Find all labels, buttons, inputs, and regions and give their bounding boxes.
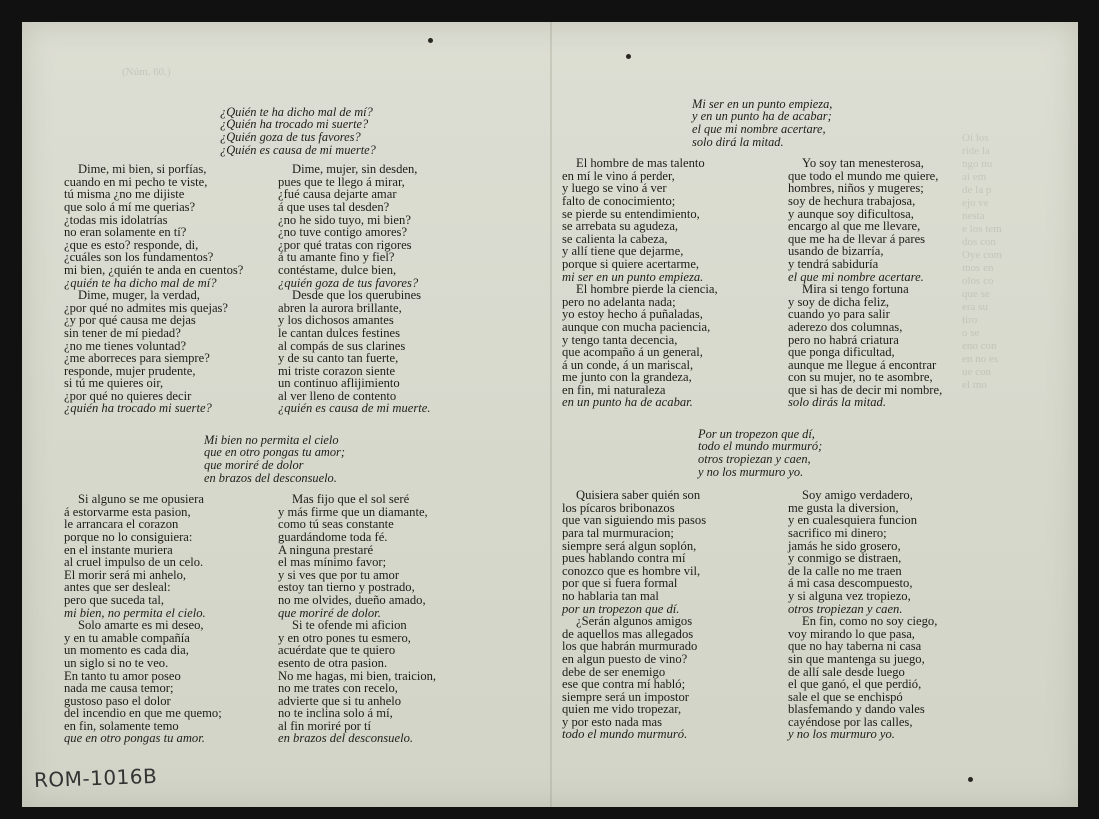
verse-line: Mas fijo que el sol seré <box>292 492 410 507</box>
verse-line: usando de bizarría, <box>788 244 884 259</box>
heading-line: ¿Quién te ha dicho mal de mí? <box>220 104 373 119</box>
verse-line: en brazos del desconsuelo. <box>278 731 414 746</box>
verse-line: á que uses tal desden? <box>278 199 390 214</box>
verse-line: A ninguna prestaré <box>278 542 374 557</box>
heading-line: todo el mundo murmuró; <box>698 439 823 454</box>
verse-line: Soy amigo verdadero, <box>802 488 913 503</box>
verse-line: un siglo si no te veo. <box>64 655 169 670</box>
verse-line: En fin, como no soy ciego, <box>802 614 938 629</box>
verse-line: y si alguna vez tropiezo, <box>788 588 911 603</box>
verse-line: y soy de dicha feliz, <box>788 294 890 309</box>
heading-line: y no los murmuro yo. <box>698 464 804 479</box>
stanza-column-4a <box>788 132 942 434</box>
verse-line: El morir será mi anhelo, <box>64 567 187 582</box>
verse-line: se pierde su entendimiento, <box>562 206 700 221</box>
verse-line: solo dirás la mitad. <box>788 395 886 410</box>
verse-line: siempre será un impostor <box>562 689 689 704</box>
verse-line: y si ves que por tu amor <box>278 567 400 582</box>
verse-line: se calienta la cabeza, <box>562 231 668 246</box>
verse-line: pero no habrá criatura <box>788 332 899 347</box>
heading-line: solo dirá la mitad. <box>692 134 784 149</box>
verse-line: tú misma ¿no me dijiste <box>64 187 185 202</box>
heading-line: ¿Quién ha trocado mi suerte? <box>220 117 369 132</box>
verse-line: ¿no tuve contigo amores? <box>278 225 408 240</box>
verse-line: guardándome toda fé. <box>278 529 388 544</box>
verse-line: Quisiera saber quién son <box>576 488 701 503</box>
verse-line: un continuo aflijimiento <box>278 376 400 391</box>
verse-line: á mi casa descompuesto, <box>788 576 913 591</box>
verse-line: mi triste corazon siente <box>278 363 396 378</box>
verse-line: el que ganó, el que perdió, <box>788 677 922 692</box>
heading-line: en brazos del desconsuelo. <box>204 470 337 485</box>
verse-line: acuérdate que te quiero <box>278 643 396 658</box>
verse-line: en algun puesto de vino? <box>562 651 688 666</box>
verse-line: y aunque soy dificultosa, <box>788 206 914 221</box>
verse-line: ese que contra mí habló; <box>562 677 686 692</box>
ink-speck <box>968 777 973 782</box>
heading-line: ¿Quién es causa de mi muerte? <box>220 142 376 157</box>
verse-line: blasfemando y dando vales <box>788 702 925 717</box>
verse-line: el mas mínimo favor; <box>278 555 387 570</box>
verse-line: ¿no he sido tuyo, mi bien? <box>278 212 411 227</box>
verse-line: aunque me llegue á encontrar <box>788 357 937 372</box>
verse-line: no eran solamente en tí? <box>64 225 187 240</box>
verse-line: esento de otra pasion. <box>278 655 388 670</box>
verse-line: por que si fuera formal <box>562 576 678 591</box>
verse-line: á tu amante fino y fiel? <box>278 250 395 265</box>
verse-line: de la calle no me traen <box>788 563 902 578</box>
verse-line: ¿me aborreces para siempre? <box>64 351 210 366</box>
verse-line: el que mi nombre acertare. <box>788 269 924 284</box>
verse-line: en el instante muriera <box>64 542 173 557</box>
verse-line: otros tropiezan y caen. <box>788 601 903 616</box>
verse-line: estoy tan tierno y postrado, <box>278 580 415 595</box>
verse-line: quien me vido tropezar, <box>562 702 682 717</box>
verse-line: al fin moriré por tí <box>278 718 372 733</box>
verse-line: Dime, muger, la verdad, <box>78 288 200 303</box>
verse-line: aderezo dos columnas, <box>788 319 903 334</box>
verse-line: al compás de sus clarines <box>278 338 406 353</box>
verse-line: Desde que los querubines <box>292 288 422 303</box>
verse-line: en fin, mi naturaleza <box>562 382 666 397</box>
verse-line: que me ha de llevar á pares <box>788 231 926 246</box>
verse-line: conozco que es hombre vil, <box>562 563 701 578</box>
verse-line: pues hablando contra mí <box>562 551 686 566</box>
verse-line: ¿todas mis idolatrías <box>64 212 168 227</box>
verse-line: advierte que si tu anhelo <box>278 693 402 708</box>
verse-line: mi ser en un punto empieza. <box>562 269 704 284</box>
verse-line: para tal murmuracion; <box>562 525 674 540</box>
verse-line: ¿fué causa dejarte amar <box>278 187 397 202</box>
verse-line: y en tu amable compañía <box>64 630 190 645</box>
verse-line: mi bien, ¿quién te anda en cuentos? <box>64 262 244 277</box>
ink-speck <box>626 54 631 59</box>
verse-line: Si te ofende mi aficion <box>292 618 407 633</box>
verse-line: ¿quién te ha dicho mal de mí? <box>64 275 217 290</box>
verse-line: cuando en mi pecho te viste, <box>64 174 208 189</box>
verse-line: con su mujer, no te asombre, <box>788 370 933 385</box>
verse-line: sale el que se enchispó <box>788 689 903 704</box>
verse-line: que si has de decir mi nombre, <box>788 382 943 397</box>
verse-line: El hombre pierde la ciencia, <box>576 282 718 297</box>
heading-line: que moriré de dolor <box>204 458 304 472</box>
ink-speck <box>428 38 433 43</box>
verse-line: que solo á mí me querias? <box>64 199 196 214</box>
verse-line: pues que te llego á mirar, <box>278 174 405 189</box>
verse-line: ¿quién es causa de mi muerte. <box>278 401 431 416</box>
heading-line: Por un tropezon que dí, <box>698 426 815 441</box>
verse-line: yo estoy hecho á puñaladas, <box>562 307 703 322</box>
verse-line: le arrancara el corazon <box>64 517 179 532</box>
verse-line: cuando yo para salir <box>788 307 890 322</box>
verse-line: cayéndose por las calles, <box>788 714 913 729</box>
verse-line: sin tener de mí piedad? <box>64 325 181 340</box>
verse-line: Dime, mujer, sin desden, <box>292 162 418 177</box>
verse-line: no me trates con recelo, <box>278 681 398 696</box>
verse-line: ¿por qué no admites mis quejas? <box>64 300 229 315</box>
verse-line: voy mirando lo que pasa, <box>788 626 915 641</box>
heading-line: Mi bien no permita el cielo <box>204 432 339 447</box>
bleed-through-mark: Oi los ride la ngo nu ai em de la p ejo ve nesta e los tem dos con Oye com mos en olos co que se era su tiro o se eno con en no es ue con el mo <box>962 132 1003 391</box>
heading-line: el que mi nombre acertare, <box>692 122 826 136</box>
bleed-through-mark: (Núm. 60.) <box>122 66 171 78</box>
verse-line: ¿por qué no quieres decir <box>64 388 192 403</box>
verse-line: aunque con mucha paciencia, <box>562 319 711 334</box>
printed-sheet <box>22 22 1078 807</box>
verse-line: en un punto ha de acabar. <box>562 395 693 410</box>
verse-line: en fin, solamente temo <box>64 718 179 733</box>
verse-line: que en otro pongas tu amor. <box>64 731 205 746</box>
verse-line: que todo el mundo me quiere, <box>788 168 939 183</box>
verse-line: que acompaño á un general, <box>562 345 703 360</box>
verse-line: que moriré de dolor. <box>278 605 381 620</box>
verse-line: al ver lleno de contento <box>278 388 397 403</box>
heading-line: otros tropiezan y caen, <box>698 452 811 466</box>
verse-line: Mira si tengo fortuna <box>802 282 909 297</box>
verse-line: ¿quién ha trocado mi suerte? <box>64 401 212 416</box>
verse-line: no hablaria tan mal <box>562 588 659 603</box>
verse-line: ¿Serán algunos amigos <box>576 614 693 629</box>
verse-line: antes que ser desleal: <box>64 580 171 595</box>
verse-line: hombres, niños y mugeres; <box>788 181 924 196</box>
verse-line: que ponga dificultad, <box>788 345 895 360</box>
stanza-column-2b <box>278 468 436 770</box>
verse-line: los pícaros bribonazos <box>562 500 675 515</box>
stanza-column-3b <box>562 464 706 766</box>
verse-line: y por esto nada mas <box>562 714 663 729</box>
verse-line: de allí sale desde luego <box>788 664 905 679</box>
verse-line: ¿no me tienes voluntad? <box>64 338 187 353</box>
verse-line: de aquellos mas allegados <box>562 626 694 641</box>
verse-line: soy de hechura trabajosa, <box>788 193 916 208</box>
verse-line: y los dichosos amantes <box>278 313 394 328</box>
verse-line: que no hay taberna ni casa <box>788 639 922 654</box>
verse-line: porque si quiere acertarme, <box>562 256 700 271</box>
verse-line: falto de conocimiento; <box>562 193 676 208</box>
verse-line: y tengo tanta decencia, <box>562 332 678 347</box>
verse-line: se arrebata su agudeza, <box>562 219 679 234</box>
verse-line: y más firme que un diamante, <box>278 504 428 519</box>
verse-line: á estorvarme esta pasion, <box>64 504 191 519</box>
verse-line: mi bien, no permita el cielo. <box>64 605 206 620</box>
catalog-annotation: ROM-1016B <box>33 763 158 793</box>
verse-line: pero no adelanta nada; <box>562 294 676 309</box>
verse-line: ¿por qué tratas con rigores <box>278 237 412 252</box>
verse-line: nada me causa temor; <box>64 681 174 696</box>
verse-line: no te inclina solo á mí, <box>278 706 393 721</box>
verse-line: no me olvides, dueño amado, <box>278 592 426 607</box>
verse-line: sacrifico mi dinero; <box>788 525 887 540</box>
stanza-column-3a <box>562 132 718 434</box>
verse-line: y conmigo se distraen, <box>788 551 902 566</box>
verse-line: y no los murmuro yo. <box>788 727 895 742</box>
verse-line: Yo soy tan menesterosa, <box>802 156 924 171</box>
verse-line: del incendio en que me quemo; <box>64 706 222 721</box>
verse-line: jamás he sido grosero, <box>788 538 901 553</box>
verse-line: En tanto tu amor poseo <box>64 668 181 683</box>
verse-line: sin que mantenga su juego, <box>788 651 925 666</box>
verse-line: y de su canto tan fuerte, <box>278 351 399 366</box>
heading-line: y en un punto ha de acabar; <box>692 109 832 124</box>
verse-line: debe de ser enemigo <box>562 664 666 679</box>
stanza-column-1a <box>64 138 243 440</box>
verse-line: como tú seas constante <box>278 517 394 532</box>
verse-line: y allí tiene que dejarme, <box>562 244 684 259</box>
verse-line: á un conde, á un mariscal, <box>562 357 694 372</box>
verse-line: un momento es cada dia, <box>64 643 189 658</box>
heading-line: ¿Quién goza de tus favores? <box>220 130 361 144</box>
verse-line: por un tropezon que dí. <box>562 601 680 616</box>
verse-line: me gusta la diversion, <box>788 500 899 515</box>
verse-line: porque no lo consiguiera: <box>64 529 193 544</box>
verse-line: No me hagas, mi bien, traicion, <box>278 668 437 683</box>
verse-line: todo el mundo murmuró. <box>562 727 688 742</box>
verse-line: me junto con la grandeza, <box>562 370 692 385</box>
verse-line: siempre será algun soplón, <box>562 538 697 553</box>
center-fold <box>550 22 552 807</box>
verse-line: ¿cuáles son los fundamentos? <box>64 250 214 265</box>
verse-line: abren la aurora brillante, <box>278 300 402 315</box>
verse-line: Solo amarte es mi deseo, <box>78 618 204 633</box>
verse-line: El hombre de mas talento <box>576 156 705 171</box>
verse-line: gustoso paso el dolor <box>64 693 171 708</box>
verse-line: ¿que es esto? responde, di, <box>64 237 199 252</box>
stanza-column-2a <box>278 138 431 440</box>
stanza-column-1b <box>64 468 222 770</box>
verse-line: Si alguno se me opusiera <box>78 492 204 507</box>
verse-line: le cantan dulces festines <box>278 325 401 340</box>
verse-line: pero que suceda tal, <box>64 592 165 607</box>
verse-line: al cruel impulso de un celo. <box>64 555 204 570</box>
verse-line: que van siguiendo mis pasos <box>562 513 707 528</box>
verse-line: en mí le vino á perder, <box>562 168 675 183</box>
verse-line: contéstame, dulce bien, <box>278 262 397 277</box>
verse-line: y tendrá sabiduría <box>788 256 879 271</box>
stanza-column-4b <box>788 464 937 766</box>
verse-line: ¿quién goza de tus favores? <box>278 275 419 290</box>
heading-line: Mi ser en un punto empieza, <box>692 96 833 111</box>
verse-line: responde, mujer prudente, <box>64 363 196 378</box>
verse-line: y en otro pones tu esmero, <box>278 630 411 645</box>
verse-line: los que habrán murmurado <box>562 639 698 654</box>
verse-line: ¿y por qué causa me dejas <box>64 313 196 328</box>
verse-line: y luego se vino á ver <box>562 181 667 196</box>
verse-line: encargo al que me llevare, <box>788 219 921 234</box>
heading-line: que en otro pongas tu amor; <box>204 445 345 460</box>
verse-line: Dime, mi bien, si porfías, <box>78 162 207 177</box>
verse-line: si tú me quieres oir, <box>64 376 164 391</box>
verse-line: y en cualesquiera funcion <box>788 513 918 528</box>
